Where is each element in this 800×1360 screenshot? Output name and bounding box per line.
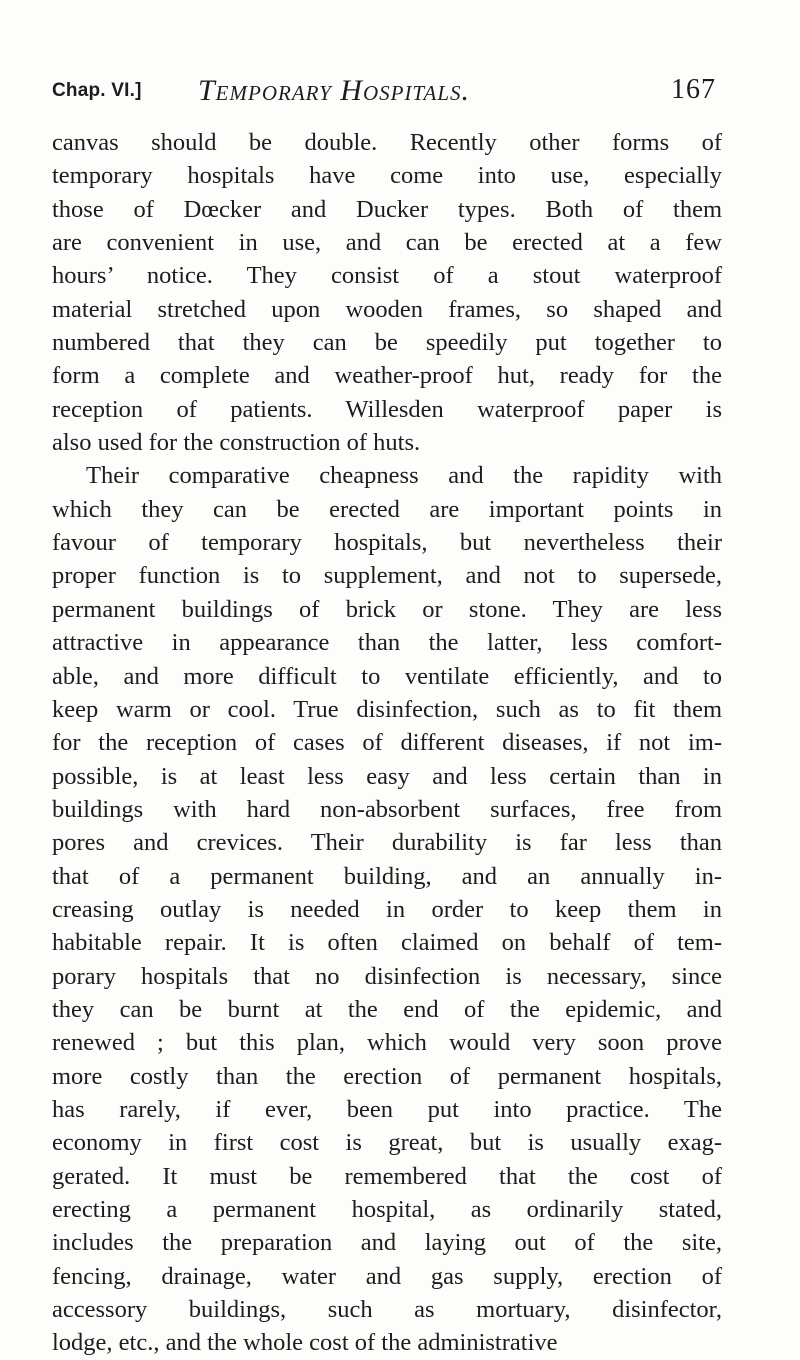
text-line: renewed ; but this plan, which would very soon prove [52,1029,722,1057]
text-line: those of Dœcker and Ducker types. Both of them [52,195,722,223]
running-head [52,74,716,114]
text-line: fencing, drainage, water and gas supply, erection of [52,1262,722,1290]
text-line: creasing outlay is needed in order to keep them in [52,895,722,923]
text-line: attractive in appearance than the latter, less comfort- [52,629,722,657]
text-line: material stretched upon wooden frames, so shaped and [52,295,722,323]
text-line: numbered that they can be speedily put together to [52,329,722,357]
text-line: that of a permanent building, and an annually in- [52,862,722,890]
text-line: they can be burnt at the end of the epidemic, and [52,995,722,1023]
text-line: erecting a permanent hospital, as ordinarily stated, [52,1196,722,1223]
text-line: favour of temporary hospitals, but nevertheless their [52,529,722,557]
text-line: buildings with hard non-absorbent surfaces, free from [52,795,722,823]
text-line: for the reception of cases of different diseases, if not im- [52,729,722,757]
text-line: economy in first cost is great, but is usually exag- [52,1129,722,1157]
text-line: lodge, etc., and the whole cost of the administrative [52,1329,558,1357]
text-line: hours’ notice. They consist of a stout waterproof [52,262,722,290]
text-line: able, and more difficult to ventilate efficiently, and to [52,662,722,690]
text-line: reception of patients. Willesden waterproof paper is [52,395,722,423]
text-line: also used for the construction of huts. [52,429,421,457]
text-line: pores and crevices. Their durability is far less than [52,829,722,857]
text-line: proper function is to supplement, and not to supersede, [52,562,722,590]
text-line: habitable repair. It is often claimed on behalf of tem- [52,929,722,957]
text-line: canvas should be double. Recently other forms of [52,129,722,156]
text-line: porary hospitals that no disinfection is necessary, since [52,962,722,990]
page-number: 167 [671,74,716,105]
text-line: permanent buildings of brick or stone. They are less [52,595,722,623]
text-line: Their comparative cheapness and the rapidity with [86,462,722,490]
body-text [52,126,722,1360]
text-line: possible, is at least less easy and less certain than in [52,762,722,790]
text-line: more costly than the erection of permanent hospitals, [52,1062,722,1090]
text-line: accessory buildings, such as mortuary, disinfector, [52,1296,722,1324]
text-line: keep warm or cool. True disinfection, such as to fit them [52,695,722,723]
chapter-reference: Chap. VI.] [52,80,142,101]
text-line: includes the preparation and laying out of the site, [52,1229,722,1257]
text-line: temporary hospitals have come into use, especially [52,162,722,190]
text-line: form a complete and weather-proof hut, ready for the [52,362,722,390]
text-line: which they can be erected are important points in [52,495,722,523]
text-line: has rarely, if ever, been put into practice. The [52,1095,722,1123]
text-line: gerated. It must be remembered that the cost of [52,1162,722,1190]
text-line: are convenient in use, and can be erected at a few [52,229,722,257]
running-title: Temporary Hospitals. [198,74,471,107]
